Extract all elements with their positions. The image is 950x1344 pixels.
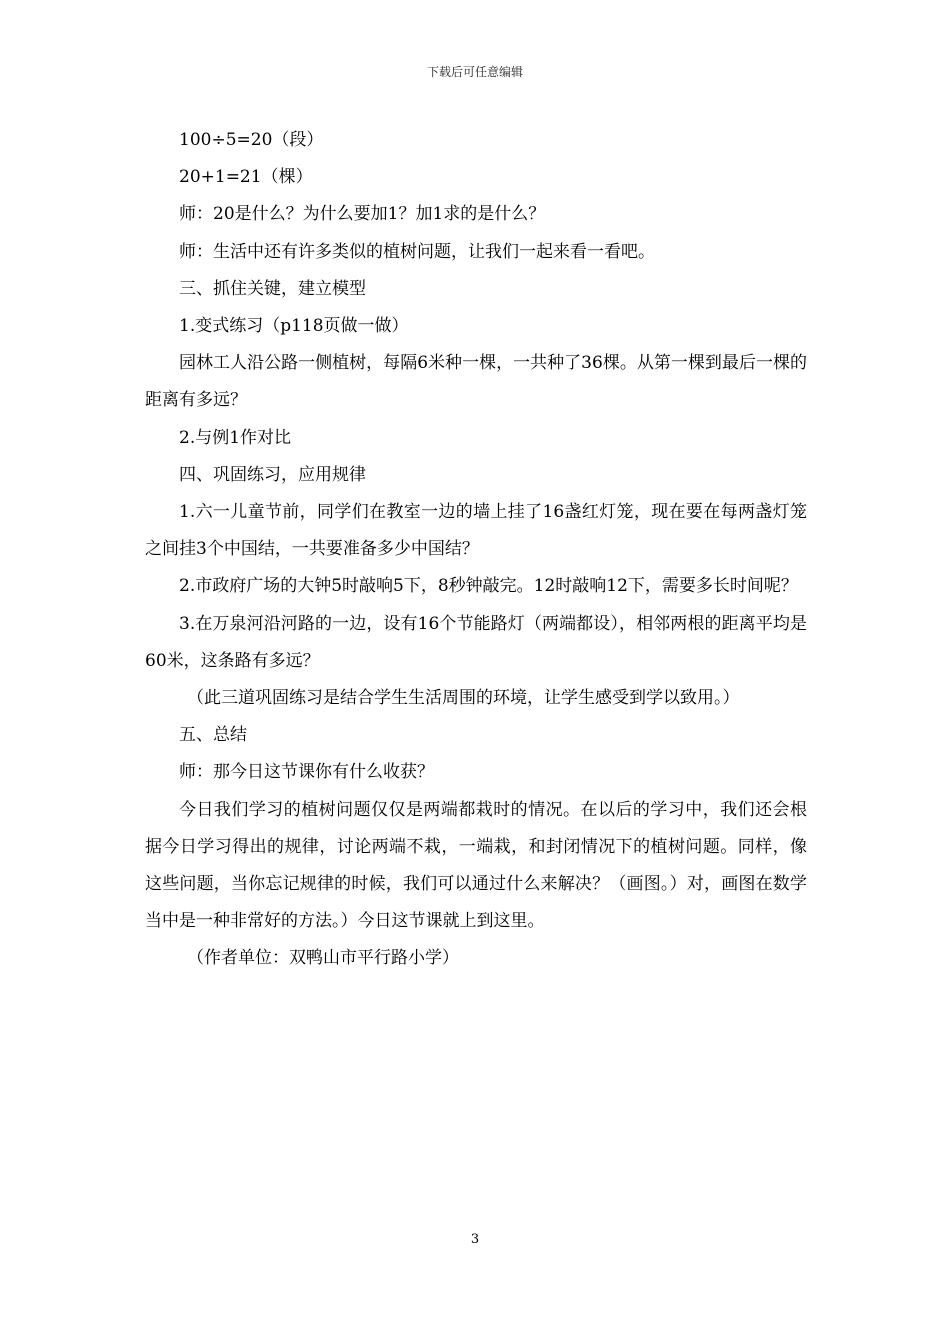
- paragraph-summary: 今日我们学习的植树问题仅仅是两端都栽时的情况。在以后的学习中，我们还会根据今日学习得出的规律，讨论两端不栽，一端栽，和封闭情况下的植树问题。同样，像这些问题，当你忘记规律的时候，我们可以通过什么来解决？（画图。）对，画图在数学当中是一种非常好的方法。）今日这节课就上到这里。: [145, 799, 807, 932]
- paragraph-teacher-harvest: 师：那今日这节课你有什么收获？: [179, 762, 434, 783]
- paragraph-lantern-problem: 1.六一儿童节前，同学们在教室一边的墙上挂了16盏红灯笼，现在要在每两盏灯笼之间挂3个中国结，一共要准备多少中国结？: [145, 502, 807, 560]
- section-heading-summary: 五、总结: [179, 725, 247, 746]
- paragraph-compare-example: 2.与例1作对比: [179, 427, 292, 448]
- paragraph-calc-segments: 100÷5=20（段）: [179, 130, 324, 150]
- paragraph-practice-note: （此三道巩固练习是结合学生生活周围的环境，让学生感受到学以致用。）: [187, 688, 740, 709]
- paragraph-streetlight-problem: 3.在万泉河沿河路的一边，设有16个节能路灯（两端都设），相邻两根的距离平均是60米，这条路有多远？: [145, 613, 807, 671]
- paragraph-teacher-intro: 师：生活中还有许多类似的植树问题，让我们一起来看一看吧。: [179, 241, 655, 262]
- paragraph-calc-trees: 20+1=21（棵）: [179, 167, 313, 188]
- section-heading-model: 三、抓住关键，建立模型: [179, 278, 366, 299]
- paragraph-clock-problem: 2.市政府广场的大钟5时敲响5下，8秒钟敲完。12时敲响12下，需要多长时间呢？: [179, 576, 798, 597]
- page-header: 下载后可任意编辑: [426, 65, 523, 79]
- paragraph-teacher-question: 师：20是什么？为什么要加1？加1求的是什么？: [179, 204, 546, 225]
- paragraph-variant-exercise: 1.变式练习（p118页做一做）: [179, 316, 409, 337]
- paragraph-author-unit: （作者单位：双鸭山市平行路小学）: [187, 948, 459, 969]
- section-heading-practice: 四、巩固练习，应用规律: [179, 464, 366, 485]
- paragraph-gardener-problem: 园林工人沿公路一侧植树，每隔6米种一棵，一共种了36棵。从第一棵到最后一棵的距离有多远？: [145, 353, 807, 411]
- document-body: [145, 122, 807, 978]
- page-number: 3: [470, 1232, 480, 1247]
